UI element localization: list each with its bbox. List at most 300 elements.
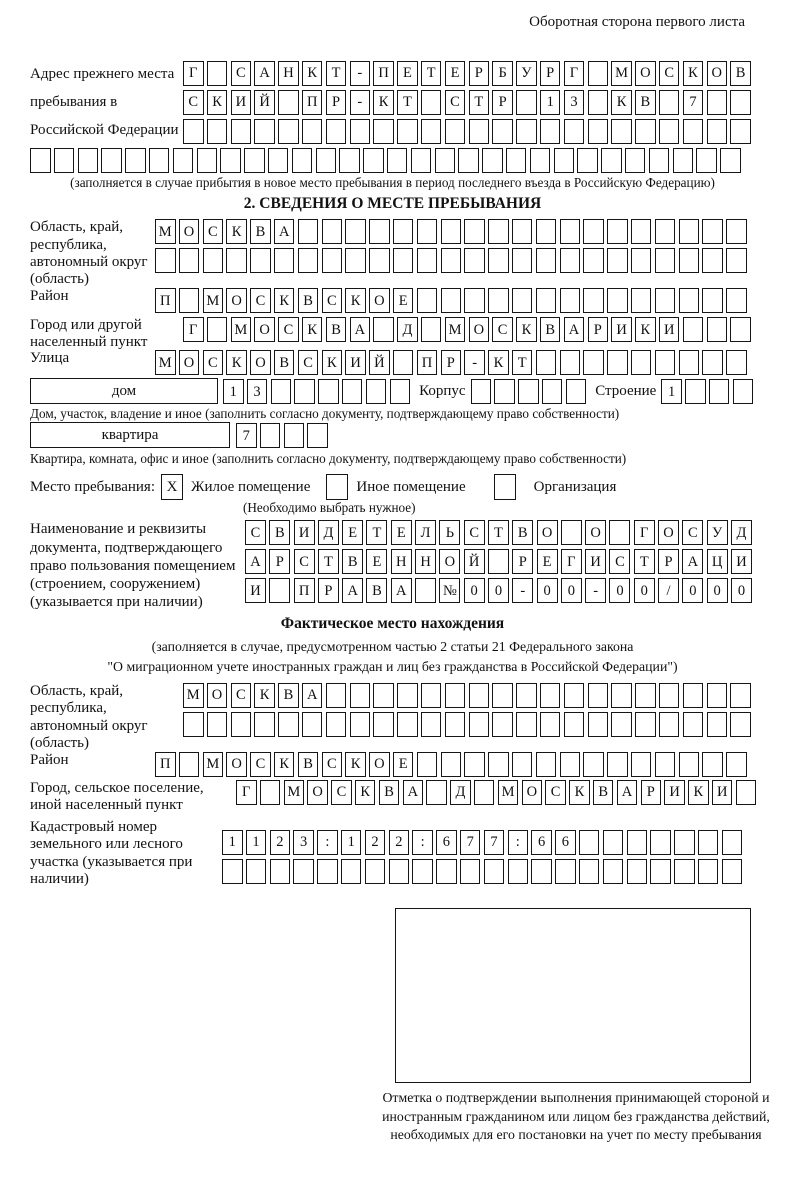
char-box (560, 288, 581, 313)
char-box (307, 423, 328, 448)
char-box: А (302, 683, 323, 708)
char-box (350, 119, 371, 144)
char-box (631, 248, 652, 273)
char-box (655, 288, 676, 313)
char-box (492, 119, 513, 144)
char-box: Е (366, 549, 387, 574)
char-box (494, 379, 515, 404)
char-box: И (294, 520, 315, 545)
char-box: О (307, 780, 328, 805)
char-box: Е (537, 549, 558, 574)
char-box (78, 148, 99, 173)
char-box: А (342, 578, 363, 603)
char-box: 0 (464, 578, 485, 603)
city-label: Город или другой населенный пункт (30, 317, 148, 350)
char-box (611, 119, 632, 144)
char-box (512, 248, 533, 273)
char-box (284, 423, 305, 448)
char-box: Р (540, 61, 561, 86)
char-box (512, 752, 533, 777)
char-box (220, 148, 241, 173)
char-box (350, 683, 371, 708)
char-box (488, 219, 509, 244)
char-box (588, 90, 609, 115)
char-box (674, 830, 695, 855)
document-block (30, 520, 755, 611)
char-box (302, 712, 323, 737)
char-box (736, 780, 757, 805)
char-box: К (274, 752, 295, 777)
char-box: Е (391, 520, 412, 545)
char-box (373, 683, 394, 708)
char-box (516, 90, 537, 115)
char-box (679, 288, 700, 313)
char-box: В (298, 288, 319, 313)
char-box (683, 119, 704, 144)
char-box (322, 248, 343, 273)
document-rows (245, 520, 752, 603)
actual-district-label: Район (30, 752, 69, 769)
char-box (726, 248, 747, 273)
char-box (631, 350, 652, 375)
char-box: 0 (682, 578, 703, 603)
char-box (445, 712, 466, 737)
stamp-box (395, 908, 751, 1083)
char-box (326, 119, 347, 144)
char-box (207, 61, 228, 86)
char-box (441, 752, 462, 777)
actual-region-row-2 (183, 712, 751, 737)
char-box (698, 859, 719, 884)
char-box: П (294, 578, 315, 603)
char-box: С (331, 780, 352, 805)
char-box: С (545, 780, 566, 805)
char-box: Е (393, 288, 414, 313)
char-box (707, 683, 728, 708)
char-box: С (445, 90, 466, 115)
char-box: К (355, 780, 376, 805)
char-box (484, 859, 505, 884)
char-box (564, 712, 585, 737)
char-box (730, 119, 751, 144)
char-box (244, 148, 265, 173)
char-box: С (322, 288, 343, 313)
char-box (363, 148, 384, 173)
char-box (393, 350, 414, 375)
char-box (659, 712, 680, 737)
char-box (469, 683, 490, 708)
char-box: В (342, 549, 363, 574)
prev-address-label: Адрес прежнего места пребывания в Российской Федерации (30, 66, 179, 138)
char-box: 0 (609, 578, 630, 603)
region-row-1 (155, 219, 747, 244)
char-box: В (635, 90, 656, 115)
char-box: Т (421, 61, 442, 86)
char-box: О (207, 683, 228, 708)
char-box (464, 248, 485, 273)
char-box (603, 859, 624, 884)
char-box: - (350, 90, 371, 115)
char-box (516, 712, 537, 737)
dwelling-checkbox: X (161, 474, 183, 500)
char-box: С (231, 683, 252, 708)
char-box: 6 (531, 830, 552, 855)
char-box (561, 520, 582, 545)
char-box (125, 148, 146, 173)
char-box (373, 712, 394, 737)
char-box (540, 683, 561, 708)
char-box (387, 148, 408, 173)
char-box: Т (397, 90, 418, 115)
actual-location-note (30, 637, 755, 678)
char-box: К (683, 61, 704, 86)
char-box (512, 288, 533, 313)
char-box (698, 830, 719, 855)
char-box (679, 219, 700, 244)
char-box: С (659, 61, 680, 86)
char-box: П (373, 61, 394, 86)
char-box (726, 752, 747, 777)
char-box (341, 859, 362, 884)
char-box: Ц (707, 549, 728, 574)
char-box: Н (415, 549, 436, 574)
char-box: С (245, 520, 266, 545)
actual-city-row (236, 780, 756, 805)
char-box: О (179, 219, 200, 244)
char-box: 0 (634, 578, 655, 603)
apartment-type-box: квартира (30, 422, 230, 448)
char-box (530, 148, 551, 173)
char-box (471, 379, 492, 404)
char-box: 3 (247, 379, 268, 404)
char-box (579, 830, 600, 855)
char-box: 1 (246, 830, 267, 855)
char-box: Р (658, 549, 679, 574)
char-box: : (412, 830, 433, 855)
char-box (393, 219, 414, 244)
char-box: Й (254, 90, 275, 115)
char-box: - (512, 578, 533, 603)
char-box (679, 350, 700, 375)
char-box (149, 148, 170, 173)
prev-address-row-3 (183, 119, 751, 144)
stroenie-label: Строение (595, 383, 657, 400)
char-box: У (707, 520, 728, 545)
organization-checkbox (494, 474, 516, 500)
char-box (536, 219, 557, 244)
char-box: К (635, 317, 656, 342)
char-box (426, 780, 447, 805)
char-box (441, 219, 462, 244)
char-box (482, 148, 503, 173)
char-box (421, 119, 442, 144)
char-box: Н (278, 61, 299, 86)
char-box (560, 350, 581, 375)
char-box (445, 683, 466, 708)
char-box: С (203, 219, 224, 244)
char-box: : (317, 830, 338, 855)
char-box: М (183, 683, 204, 708)
char-box (373, 119, 394, 144)
char-box: К (688, 780, 709, 805)
char-box: О (369, 288, 390, 313)
apartment-block (30, 422, 755, 448)
char-box (635, 683, 656, 708)
char-box: : (508, 830, 529, 855)
prev-address-rows (183, 61, 751, 144)
house-note: Дом, участок, владение и иное (заполнить согласно документу, подтверждающему право собственности) (30, 406, 620, 422)
char-box (445, 119, 466, 144)
char-box (441, 248, 462, 273)
char-box: Д (450, 780, 471, 805)
char-box: Г (564, 61, 585, 86)
char-box (179, 248, 200, 273)
char-box (631, 219, 652, 244)
char-box (702, 350, 723, 375)
char-box (508, 859, 529, 884)
korpus-row (471, 379, 587, 404)
char-box: Р (326, 90, 347, 115)
char-box: К (345, 288, 366, 313)
document-label: Наименование и реквизиты документа, подтверждающего право пользования помещением (строением, сооружением) (указывается при наличии) (30, 521, 236, 611)
char-box (707, 90, 728, 115)
char-box: Е (342, 520, 363, 545)
char-box: Р (641, 780, 662, 805)
char-box: К (226, 350, 247, 375)
actual-region-block (30, 683, 755, 752)
char-box: В (512, 520, 533, 545)
char-box (583, 248, 604, 273)
char-box: И (245, 578, 266, 603)
char-box (435, 148, 456, 173)
char-box (696, 148, 717, 173)
prev-address-row-1 (183, 61, 751, 86)
char-box (627, 830, 648, 855)
char-box: К (373, 90, 394, 115)
char-box: О (254, 317, 275, 342)
char-box: Г (183, 317, 204, 342)
char-box (516, 119, 537, 144)
char-box (226, 248, 247, 273)
char-box: В (274, 350, 295, 375)
char-box (560, 248, 581, 273)
char-box: В (366, 578, 387, 603)
char-box: И (585, 549, 606, 574)
char-box (421, 683, 442, 708)
char-box (542, 379, 563, 404)
char-box (536, 752, 557, 777)
char-box: В (379, 780, 400, 805)
char-box: Т (318, 549, 339, 574)
char-box (298, 219, 319, 244)
char-box: В (593, 780, 614, 805)
char-box: С (609, 549, 630, 574)
char-box: К (345, 752, 366, 777)
char-box (183, 712, 204, 737)
char-box (318, 379, 339, 404)
char-box (417, 248, 438, 273)
char-box: С (203, 350, 224, 375)
char-box (54, 148, 75, 173)
char-box: О (179, 350, 200, 375)
page-side-note: Оборотная сторона первого листа (529, 14, 745, 30)
char-box: А (682, 549, 703, 574)
char-box (322, 219, 343, 244)
document-row-3 (245, 578, 752, 603)
char-box (278, 712, 299, 737)
char-box: С (183, 90, 204, 115)
char-box (683, 317, 704, 342)
char-box: Р (588, 317, 609, 342)
char-box (683, 683, 704, 708)
char-box (560, 752, 581, 777)
char-box (421, 317, 442, 342)
char-box (679, 752, 700, 777)
apartment-note: Квартира, комната, офис и иное (заполнить согласно документу, подтверждающему право собственности) (30, 451, 627, 467)
char-box (702, 219, 723, 244)
char-box (278, 90, 299, 115)
dwelling-option-label: Жилое помещение (191, 479, 311, 496)
char-box (536, 288, 557, 313)
char-box: Т (634, 549, 655, 574)
char-box: 1 (222, 830, 243, 855)
char-box (101, 148, 122, 173)
char-box: К (302, 317, 323, 342)
char-box: С (231, 61, 252, 86)
char-box: К (274, 288, 295, 313)
char-box: М (231, 317, 252, 342)
house-type-box: дом (30, 378, 218, 404)
char-box (207, 712, 228, 737)
char-box (155, 248, 176, 273)
char-box (726, 288, 747, 313)
char-box (564, 119, 585, 144)
char-box (650, 830, 671, 855)
char-box (207, 317, 228, 342)
char-box (607, 288, 628, 313)
char-box (173, 148, 194, 173)
district-label: Район (30, 288, 69, 305)
char-box: С (298, 350, 319, 375)
char-box (730, 712, 751, 737)
char-box: 6 (555, 830, 576, 855)
char-box: А (245, 549, 266, 574)
char-box (607, 752, 628, 777)
char-box (655, 248, 676, 273)
char-box: 1 (223, 379, 244, 404)
char-box (390, 379, 411, 404)
char-box (512, 219, 533, 244)
char-box (274, 248, 295, 273)
char-box: 0 (707, 578, 728, 603)
char-box: 3 (293, 830, 314, 855)
char-box (536, 248, 557, 273)
char-box (577, 148, 598, 173)
cadastral-label: Кадастровый номер земельного или лесного участка (указывается при наличии) (30, 819, 193, 887)
char-box (659, 90, 680, 115)
char-box: П (417, 350, 438, 375)
char-box: / (658, 578, 679, 603)
char-box: Г (183, 61, 204, 86)
char-box (726, 350, 747, 375)
char-box (365, 859, 386, 884)
char-box (726, 219, 747, 244)
char-box (492, 712, 513, 737)
char-box: Г (561, 549, 582, 574)
char-box (415, 578, 436, 603)
char-box (397, 119, 418, 144)
char-box (421, 90, 442, 115)
char-box (583, 288, 604, 313)
actual-district-block (30, 752, 755, 777)
stay-place-block (30, 474, 755, 500)
char-box (611, 712, 632, 737)
char-box: Т (326, 61, 347, 86)
char-box: О (250, 350, 271, 375)
char-box: С (322, 752, 343, 777)
char-box (607, 248, 628, 273)
char-box (674, 859, 695, 884)
char-box (702, 248, 723, 273)
char-box (269, 578, 290, 603)
char-box (627, 859, 648, 884)
char-box (536, 350, 557, 375)
char-box (441, 288, 462, 313)
char-box: О (707, 61, 728, 86)
char-box: О (439, 549, 460, 574)
prev-address-row-2 (183, 90, 751, 115)
section2-title: 2. СВЕДЕНИЯ О МЕСТЕ ПРЕБЫВАНИЯ (243, 195, 542, 213)
char-box: К (488, 350, 509, 375)
char-box: 0 (488, 578, 509, 603)
char-box: В (278, 683, 299, 708)
char-box: Й (464, 549, 485, 574)
char-box: - (464, 350, 485, 375)
char-box: Й (369, 350, 390, 375)
char-box (730, 683, 751, 708)
region-label: Область, край, республика, автономный округ (область) (30, 219, 148, 287)
region-block (30, 219, 755, 288)
char-box (635, 119, 656, 144)
char-box: Е (397, 61, 418, 86)
char-box (411, 148, 432, 173)
char-box (326, 683, 347, 708)
char-box (207, 119, 228, 144)
char-box: 0 (561, 578, 582, 603)
char-box (518, 379, 539, 404)
char-box (588, 119, 609, 144)
char-box: Р (469, 61, 490, 86)
char-box (278, 119, 299, 144)
char-box: Т (488, 520, 509, 545)
stay-place-label: Место пребывания: (30, 479, 155, 496)
char-box: В (730, 61, 751, 86)
char-box (345, 248, 366, 273)
char-box (270, 859, 291, 884)
char-box: И (731, 549, 752, 574)
char-box: Т (512, 350, 533, 375)
other-premises-option-label: Иное помещение (356, 479, 466, 496)
char-box: К (254, 683, 275, 708)
char-box: К (611, 90, 632, 115)
char-box: 6 (436, 830, 457, 855)
prev-address-row-4 (30, 148, 755, 173)
char-box: С (278, 317, 299, 342)
char-box: - (585, 578, 606, 603)
char-box (458, 148, 479, 173)
char-box (540, 119, 561, 144)
char-box: А (391, 578, 412, 603)
